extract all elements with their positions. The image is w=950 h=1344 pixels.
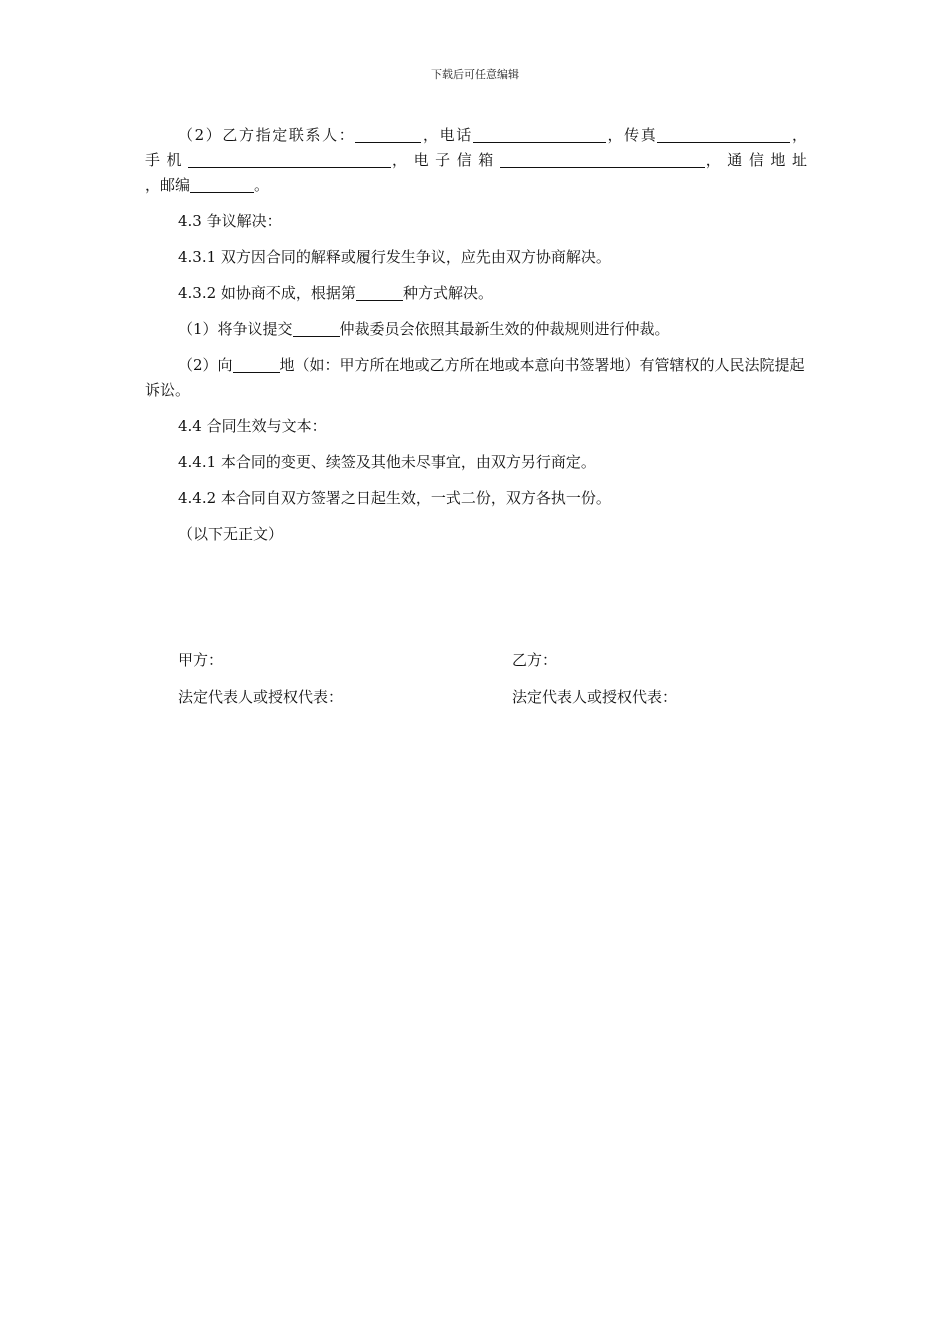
contract-body xyxy=(145,123,807,558)
party-a-representative-label: 法定代表人或授权代表： xyxy=(178,688,344,706)
option-litigation xyxy=(145,353,807,403)
section-4-4-1: 4.4.1 本合同的变更、续签及其他未尽事宜，由双方另行商定。 xyxy=(178,453,596,471)
phone-label: ，电话 xyxy=(421,126,473,144)
page-header-note: 下载后可任意编辑 xyxy=(431,68,519,81)
option-arbitration xyxy=(145,317,807,342)
contact-label: （2）乙方指定联系人： xyxy=(178,126,356,144)
option-arbitration-text-a: （1）将争议提交 xyxy=(178,320,293,338)
email-blank[interactable] xyxy=(500,150,705,168)
zip-blank[interactable] xyxy=(190,175,254,193)
line3-end: 。 xyxy=(254,176,270,194)
method-number-blank[interactable] xyxy=(356,283,403,301)
option-litigation-text-b: 地（如：甲方所在地或乙方所在地或本意向书签署地）有管辖权的人民法院提起诉讼。 xyxy=(145,356,805,399)
party-a-label: 甲方： xyxy=(178,651,224,669)
contact-paragraph-line2 xyxy=(145,148,807,173)
fax-label: ，传真 xyxy=(605,126,658,144)
section-4-3-2 xyxy=(145,281,807,306)
fax-blank[interactable] xyxy=(657,125,790,143)
party-b-representative-label: 法定代表人或授权代表： xyxy=(512,688,678,706)
contact-paragraph xyxy=(145,123,807,148)
section-4-3-1: 4.3.1 双方因合同的解释或履行发生争议，应先由双方协商解决。 xyxy=(178,248,611,266)
mobile-blank[interactable] xyxy=(188,150,391,168)
option-litigation-text-a: （2）向 xyxy=(178,356,233,374)
arbitration-commission-blank[interactable] xyxy=(293,319,340,337)
phone-blank[interactable] xyxy=(473,125,606,143)
section-4-4-title: 4.4 合同生效与文本： xyxy=(178,417,327,435)
contact-paragraph-line3 xyxy=(145,173,807,198)
email-label: ， 电 子 信 箱 xyxy=(391,151,495,169)
end-of-text-note: （以下无正文） xyxy=(178,525,284,543)
section-4-4-2: 4.4.2 本合同自双方签署之日起生效，一式二份，双方各执一份。 xyxy=(178,489,611,507)
line1-end: ， xyxy=(790,126,807,144)
court-location-blank[interactable] xyxy=(233,355,280,373)
zip-label: ，邮编 xyxy=(145,176,191,194)
address-label: ， 通 信 地 址 xyxy=(704,151,807,169)
section-4-3-title: 4.3 争议解决： xyxy=(178,212,282,230)
party-b-label: 乙方： xyxy=(512,651,558,669)
section-4-3-2-text-b: 种方式解决。 xyxy=(402,284,493,302)
mobile-label: 手 机 xyxy=(145,151,183,169)
section-4-3-2-text-a: 4.3.2 如协商不成，根据第 xyxy=(178,284,356,302)
option-arbitration-text-b: 仲裁委员会依照其最新生效的仲裁规则进行仲裁。 xyxy=(339,320,670,338)
contact-name-blank[interactable] xyxy=(355,125,421,143)
